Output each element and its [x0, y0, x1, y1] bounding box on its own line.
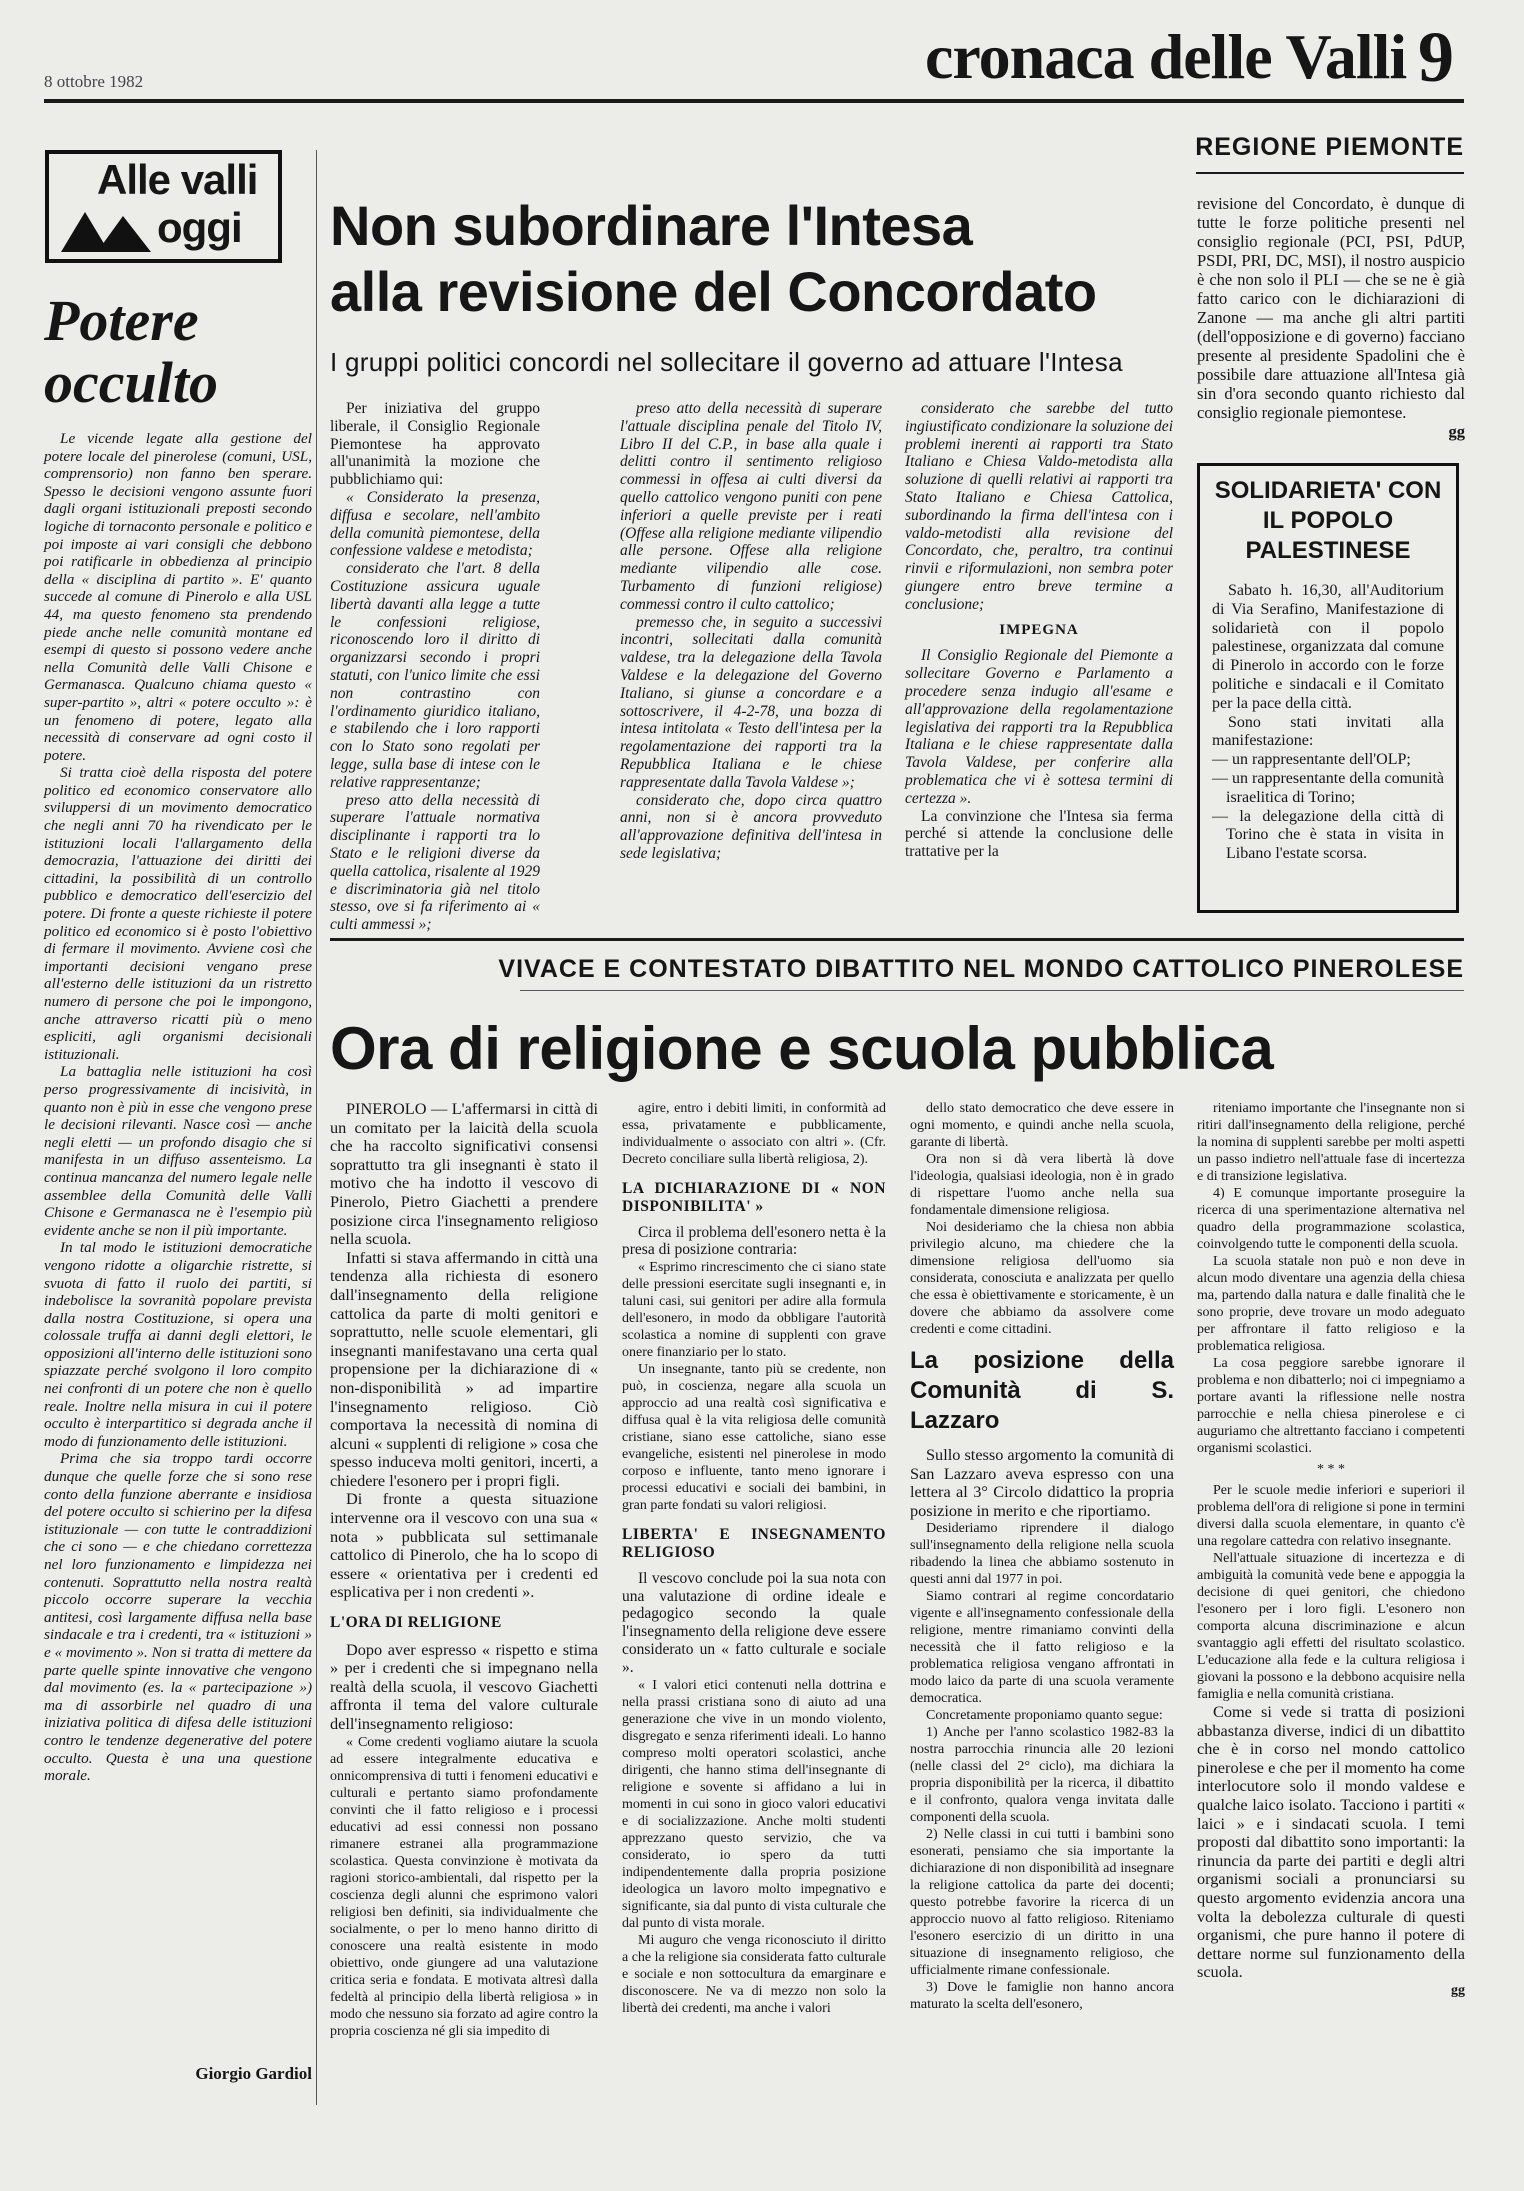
article2-paragraph: Sullo stesso argomento la comunità di San Lazzaro aveva espresso con una lettera al 3° Circolo didattico la propria posizione in merito e che riportiamo. [910, 1445, 1174, 1520]
article2-paragraph: PINEROLO — L'affermarsi in città di un comitato per la laicità della scuola che ha raccolto significativi consensi soprattutto tra gli insegnanti è stato il motivo che ha indotto il vescovo di Pinerolo, Pietro Giachetti a prendere posizione circa l'insegnamento religioso nella scuola. [330, 1099, 598, 1249]
solidarity-title: SOLIDARIETA' CON IL POPOLO PALESTINESE [1214, 477, 1442, 564]
masthead-rule [44, 99, 1464, 103]
article1-deck: I gruppi politici concordi nel sollecitare il governo ad attuare l'Intesa [330, 347, 1123, 377]
left-paragraph: Le vicende legate alla gestione del potere locale del pinerolese (comuni, USL, comprensorio) non fanno ben sperare. Spesso le decisioni vengono assunte fuori dagli organi istituzionali preposti secondo logiche di tornaconto personale e politico e poi imposte ai vari consigli che debbono poi ratificarle in obbedienza al principio della « disciplina di partito ». E' quanto succede al comune di Pinerolo e alla USL 44, ma questo fenomeno sta prendendo piede anche nelle comunità montane ed esempi di questo si possono vedere anche nella Comunità delle Valli Chisone e Germanasca. Qualcuno chiama questo « super-partito », altri « potere occulto »: è un fenomeno di potere, legato alla necessità di conservare ad ogni costo il potere. [44, 430, 312, 764]
solidarity-invited-label: Sono stati invitati alla manifestazione: [1212, 713, 1444, 750]
article2-paragraph: Circa il problema dell'esonero netta è la presa di posizione contraria: [622, 1223, 886, 1259]
article1-headline-line1: Non subordinare l'Intesa [330, 194, 973, 257]
article1-col3 [905, 400, 1173, 920]
invited-item: — un rappresentante dell'OLP; [1212, 751, 1411, 769]
article2-subheading-lazzaro: La posizione della Comunità di S. Lazzaro [910, 1347, 1174, 1434]
article2-paragraph: « Come credenti vogliamo aiutare la scuola ad essere integralmente educativa e onnicomprensiva di tutti i fenomeni educativi e culturali e pertanto siamo profondamente convinti che il fatto religioso e i processi educativi ad essi connessi non possano rimanere estranei alla programmazione scolastica. Questa convinzione è motivata da ragioni storico-ambientali, dal rispetto per la coscienza degli alunni che esprimono valori religiosi ben definiti, sia individualmente che socialmente, o per lo meno hanno diritto di conoscere una realtà esistente in modo obiettivo, onde giungere ad una valutazione critica seria e fondata. E motivata altresì dalla fedeltà al principio della libertà religiosa » in modo che nessuno sia forzato ad agire contro la propria coscienza né gli sia impedito di [330, 1734, 598, 2039]
solidarity-text: Sabato h. 16,30, all'Auditorium di Via Serafino, Manifestazione di solidarietà con il popolo palestinese, organizzata dal comune di Pinerolo in accordo con le forze politiche e sindacali e il Comitato per la pace della città. [1212, 582, 1444, 712]
alle-valli-oggi-badge [45, 150, 282, 263]
impegna-label: IMPEGNA [999, 621, 1079, 638]
article2-paragraph: Dopo aver espresso « rispetto e stima » per i credenti che si impegnano nella realtà della scuola, il vescovo Giachetti affronta il tema del valore culturale dell'insegnamento religioso: [330, 1639, 598, 1733]
article2-signature: gg [1451, 1982, 1465, 1998]
article2-paragraph: 2) Nelle classi in cui tutti i bambini sono esonerati, pensiamo che sia importante la dichiarazione di non disponibilità ad insegnare la religione cattolica da parte dei docenti; questo potrebbe favorire la ricerca di un approccio nuovo al fatto religioso. Riteniamo l'esonero esercizio di un diritto in una situazione di insegnamento religioso, che ufficialmente rimane confessionale. [910, 1827, 1174, 1979]
article2-col4 [1197, 1100, 1465, 2100]
article2-headline: Ora di religione e scuola pubblica [330, 1015, 1274, 1082]
article2-paragraph: 4) E comunque importante proseguire la ricerca di una sperimentazione alternativa nel quadro della programmazione scolastica, coinvolgendo tutte le componenti della scuola. [1197, 1186, 1465, 1252]
article2-col2 [622, 1100, 886, 2100]
article2-subheading: LA DICHIARAZIONE DI « NON DISPONIBILITA' » [622, 1180, 886, 1215]
badge-line1: Alle valli [97, 156, 258, 203]
article1-paragraph: Per iniziativa del gruppo liberale, il Consiglio Regionale Piemontese ha approvato all'unanimità la mozione che pubblichiamo qui: [330, 400, 540, 489]
invited-item: — la delegazione della città di Torino che è stata in visita in Libano l'estate scorsa. [1212, 807, 1445, 863]
invited-item: — un rappresentante della comunità israelitica di Torino; [1212, 769, 1445, 806]
article2-subheading: LIBERTA' E INSEGNAMENTO RELIGIOSO [622, 1526, 886, 1561]
article2-paragraph: Ora non si dà vera libertà là dove l'ideologia, qualsiasi ideologia, non è in grado di rispettare l'uomo anche nella sua fondamentale dimensione religiosa. [910, 1152, 1174, 1218]
asterisks-separator: * * * [1317, 1462, 1345, 1477]
article1-col4 [1197, 194, 1465, 444]
article2-paragraph: Di fronte a questa situazione intervenne ora il vescovo con una sua « nota » pubblicata sul settimanale cattolico di Pinerolo, che ha lo scopo di essere « orientativa per i credenti ed esplicativa per i non credenti ». [330, 1489, 598, 1602]
article2-paragraph: riteniamo importante che l'insegnante non si ritiri dall'insegnamento della religione, perché la nomina di supplenti sarebbe per molti aspetti un passo indietro nell'attuale fase di incertezza e di transizione legislativa. [1197, 1101, 1465, 1184]
article2-paragraph: « Esprimo rincrescimento che ci siano state delle pressioni esercitate sugli insegnanti e, in taluni casi, sui genitori per adire alla formula dell'esonero, in modo da obbligare l'autorità scolastica a nomine di supplenti con grave onere finanziario per lo stato. [622, 1260, 886, 1361]
article1-signature: gg [1448, 422, 1465, 441]
left-paragraph: Prima che sia troppo tardi occorre dunque che quelle forze che si sono rese conto della funzione aberrante e insidiosa del potere occulto si schierino per la difesa istituzionale — con tutte le contraddizioni che ci sono — e che chiedano correttezza nel loro funzionamento e limpidezza nei contenuti. Soprattutto nella nostra realtà piccolo occorre superare la vecchia antitesi, così largamente diffusa nella base sindacale e tra i credenti, tra « istituzioni » e « movimento ». Non si tratta di mettere da parte quelle spinte innovative che vengono dal movimento (es. la « partecipazione ») ma di assorbirle nel quadro di una iniziativa politica di difesa delle istituzioni contro le tendenze degenerative del potere occulto. Questa è una una questione morale. [44, 1450, 312, 1785]
solidarity-body [1212, 582, 1444, 864]
article2-paragraph: Noi desideriamo che la chiesa non abbia privilegio alcuno, ma chiedere che la dimensione religiosa dell'uomo sia considerata, conosciuta e analizzata per quello che essa è obiettivamente e storicamente, è un dovere che abbiamo da assolvere come credenti e come cittadini. [910, 1220, 1174, 1337]
article1-paragraph: considerato che l'art. 8 della Costituzione assicura uguale libertà davanti alla legge a tutte le confessioni religiose, riconoscendo loro il diritto di organizzarsi secondo i propri statuti, con l'unico limite che essi non contrastino con l'ordinamento giuridico italiano, e stabilendo che i loro rapporti con lo Stato sono regolati per legge, sulla base di intese con le relative rappresentanze; [330, 560, 540, 791]
article2-paragraph: La scuola statale non può e non deve in alcun modo diventare una agenzia della chiesa ma, partendo dalla natura e dalle finalità che le sono proprie, deve trovare un modo adeguato per affrontare il fatto religioso e la problematica religiosa. [1197, 1254, 1465, 1354]
article2-paragraph: Infatti si stava affermando in città una tendenza alla richiesta di esonero dall'insegnamento della religione cattolica da parte di molti genitori e soprattutto, nelle scuole elementari, gli insegnanti manifestavano una certa qual propensione per la dichiarazione di « non-disponibilità » ad impartire l'insegnamento religioso. Ciò comportava la necessità di nomina di alcuni « supplenti di religione » cosa che spesso induceva molti genitori, incerti, a chiedere l'esonero per i propri figli. [330, 1247, 598, 1490]
article1-paragraph: premesso che, in seguito a successivi incontri, sollecitati dalla comunità valdese, tra la delegazione della Tavola Valdese e la delegazione del Governo Italiano, si giunse a concordare e a sottoscrivere, il 4-2-78, una bozza di intesa intitolata « Testo dell'intesa per la regolamentazione dei rapporti tra la Repubblica Italiana e le chiese rappresentate dalla Tavola Valdese »; [620, 613, 882, 791]
article2-paragraph: Siamo contrari al regime concordatario vigente e all'insegnamento confessionale della religione, mentre rimaniamo convinti della necessità che il fatto religioso e la problematica religiosa vengano affrontati in modo laico da parte di una scuola veramente democratica. [910, 1589, 1174, 1707]
article1-paragraph: « Considerato la presenza, diffusa e secolare, nell'ambito della comunità piemontese, della confessione valdese e metodista; [330, 488, 540, 560]
article2-paragraph: dello stato democratico che deve essere in ogni momento, e quindi anche nella scuola, garante di libertà. [910, 1101, 1174, 1150]
article1-headline [330, 193, 1097, 325]
article1-paragraph: La convinzione che l'Intesa sia ferma perché si attende la conclusione delle trattative per la [905, 807, 1173, 861]
article2-subheading: L'ORA DI RELIGIONE [330, 1614, 502, 1632]
left-paragraph: La battaglia nelle istituzioni ha così perso progressivamente di incisività, in quanto non è più in esse che vengono prese le decisioni rilevanti. Nasce così — anche negli eletti — un profondo disagio che si manifesta in un diffuso assenteismo. La continua mancanza del numero legale nelle assemblee della Comunità delle Valli Chisone e Germanasca ne è l'esempio più evidente anche se non il più importante. [44, 1063, 312, 1239]
solidarity-box [1197, 463, 1459, 913]
article2-section-rule [520, 990, 1464, 991]
article1-col4-text: revisione del Concordato, è dunque di tutte le forze politiche presenti nel consiglio regionale (PCI, PSI, PdUP, PSDI, PRI, DC, MSI), il nostro auspicio è che non solo il PLI — che se ne è già fatto carico con le dichiarazioni di Zanone — ma anche gli altri partiti (dell'opposizione e di governo) facciano presente al presidente Spadolini che è possibile dare attuazione all'Intesa già sin d'ora secondo quanto richiesto dal consiglio regionale piemontese. [1197, 194, 1465, 422]
issue-date: 8 ottobre 1982 [44, 72, 144, 91]
article2-paragraph: Un insegnante, tanto più se credente, non può, in coscienza, negare alla scuola un approccio ad una realtà così significativa e diffusa qual è la vita religiosa delle comunità cristiane, siano esse cattoliche, siano esse evangeliche, esistenti nel pinerolese in modo corposo e influente, tanto meno ignorare i processi educativi e sociali dei bambini, in gran parte fondati su valori religiosi. [622, 1362, 886, 1514]
article2-paragraph: Il vescovo conclude poi la sua nota con una valutazione di ordine ideale e pedagogico secondo la quale l'insegnamento della religione deve essere considerato un « fatto culturale e sociale ». [622, 1569, 886, 1676]
article2-paragraph: La cosa peggiore sarebbe ignorare il problema e non dibatterlo; noi ci impegniamo a portare avanti la riflessione nelle nostra parrocchie e nella chiesa pinerolese e ci auguriamo che altrettanto facciano i competenti organismi scolastici. [1197, 1356, 1465, 1456]
article1-bottom-rule [330, 938, 1464, 941]
article2-section-title: VIVACE E CONTESTATO DIBATTITO NEL MONDO CATTOLICO PINEROLESE [498, 955, 1464, 983]
newspaper-title: cronaca delle Valli [925, 21, 1407, 92]
article1-col2 [620, 400, 882, 920]
article2-paragraph: « I valori etici contenuti nella dottrina e nella prassi cristiana sono di aiuto ad una generazione che vive in un mondo violento, disgregato e senza riferimenti ideali. Lo hanno compreso molti operatori scolastici, anche dirigenti, che hanno stima dell'insegnante di religione e sovente si affidano a lui in momenti in cui sono in gioco valori educativi e di socializzazione. Anche molti studenti apprezzano questo servizio, che va considerato, io spero da tutti indipendentemente dalla propria posizione ideologica un lavoro molto impegnativo e significante, sia dal punto di vista culturale che dal punto di vista morale. [622, 1677, 886, 1931]
page-number: 9 [1418, 17, 1454, 97]
article2-paragraph: 3) Dove le famiglie non hanno ancora maturato la scelta dell'esonero, [910, 1980, 1174, 2013]
left-column-divider [316, 150, 317, 2105]
article1-headline-line2: alla revisione del Concordato [330, 260, 1097, 323]
article1-paragraph: preso atto della necessità di superare l'attuale disciplina penale del Titolo IV, Libro II del C.P., in base alla quale i delitti contro il sentimento religioso commessi in offesa ai culti diversi da quello cattolico vengono puniti con pene inferiori a quelle previste per i reati (Offese alla religione mediante vilipendio alle persone. Offese alla religione mediante vilipendio alle cose. Turbamento di funzioni religiose) commessi contro il culto cattolico; [620, 400, 882, 613]
article2-col3 [910, 1100, 1174, 2100]
article1-paragraph: preso atto della necessità di superare l'attuale normativa disciplinante i rapporti tra lo Stato e le religioni diverse da quella cattolica, risalente al 1929 e discriminatoria già nel titolo stesso, ove si fa riferimento ai « culti ammessi »; [330, 791, 540, 934]
article2-paragraph: Desideriamo riprendere il dialogo sull'insegnamento della religione nella scuola ribadendo la linea che abbiamo sostenuto in questi anni dal 1977 in poi. [910, 1521, 1174, 1588]
article2-paragraph: Nell'attuale situazione di incertezza e di ambiguità la comunità vede bene e appoggia la decisione di quei genitori, che chiedono l'esonero per i loro figli. L'esonero non comporta alcuna discriminazione e alcun svantaggio agli effetti del risultato scolastico. L'educazione alla fede e la cultura religiosa i giovani la possono e la debbono acquisire nella famiglia e nella comunità cristiana. [1197, 1551, 1465, 1702]
article2-paragraph: Per le scuole medie inferiori e superiori il problema dell'ora di religione si pone in termini diversi dalla scuola elementare, in quanto c'è una regolare cattedra con relativo insegnante. [1197, 1483, 1465, 1549]
article1-paragraph: Il Consiglio Regionale del Piemonte a sollecitare Governo e Parlamento a procedere senza indugio all'esame e all'approvazione della regolamentazione legislativa dei rapporti tra la Repubblica Italiana e le chiese rappresentate dalla Tavola Valdese, per conferire alla problematica che vi è sottesa termini di certezza ». [905, 647, 1173, 807]
left-signature: Giorgio Gardiol [195, 2064, 312, 2083]
article1-paragraph: considerato che sarebbe del tutto ingiustificato condizionare la soluzione dei problemi inerenti ai rapporti tra Stato Italiano e Chiesa Valdo-metodista alla soluzione di quelli relativi ai rapporti tra Stato Italiano e Chiesa Cattolica, subordinando la firma dell'intesa con i valdo-metodisti alla revisione del Concordato, che, peraltro, tra continui rinvii e riformulazioni, non sembra poter giungere entro breve termine a conclusione; [905, 400, 1173, 613]
region-label: REGIONE PIEMONTE [1195, 133, 1464, 161]
article2-paragraph: 1) Anche per l'anno scolastico 1982-83 la nostra parrocchia rinuncia alle 20 lezioni (nelle classi del 2° ciclo), ma dichiara la propria disponibilità per la ricerca, il dibattito e il confronto, qualora venga invitata dalle componenti della scuola. [910, 1725, 1174, 1826]
article2-paragraph: Concretamente proponiamo quanto segue: [926, 1708, 1163, 1724]
article2-paragraph: Mi auguro che venga riconosciuto il diritto a che la religione sia considerata fatto culturale e sociale e non sottocultura da emarginare e disconoscere. Ne va di mezzo non solo la libertà dei credenti, ma anche i valori [622, 1932, 886, 2016]
left-column-body [44, 430, 312, 2070]
solidarity-invited-list [1212, 751, 1444, 864]
left-column-headline: Potere occulto [44, 288, 218, 415]
article1-paragraph: considerato che, dopo circa quattro anni, non si è ancora provveduto all'approvazione definitiva dell'intesa in sede legislativa; [620, 791, 882, 862]
region-rule [1196, 172, 1464, 174]
article2-paragraph: agire, entro i debiti limiti, in conformità ad essa, privatamente e pubblicamente, individualmente o associato con altri ». (Cfr. Decreto conciliare sulla libertà religiosa, 2). [622, 1101, 886, 1167]
badge-line2: oggi [157, 204, 242, 251]
article2-col1 [330, 1100, 598, 2100]
left-paragraph: Si tratta cioè della risposta del potere politico ed economico conservatore allo sviluppersi di un movimento democratico che negli anni 70 ha rivendicato per le istituzioni locali l'allargamento della democrazia, l'attuazione dei diritti dei cittadini, la possibilità di un controllo pubblico e democratico dell'esercizio del potere. Di fronte a queste richieste il potere politico ed economico si è posto l'obiettivo di fermare il movimento. Avviene così che importanti decisioni vengano prese all'esterno delle istituzioni da un ristretto numero di persone che poi le impongono, anche attraverso ricatti più o meno espliciti, agli organismi decisionali istituzionali. [44, 764, 312, 1063]
article1-col1 [330, 400, 540, 934]
mountains-icon [61, 212, 151, 252]
article2-paragraph: Come si vede si tratta di posizioni abbastanza diverse, indici di un dibattito che è in corso nel mondo cattolico pinerolese e che per il momento ha come interlocutore solo il mondo valdese e qualche laico isolato. Tacciono i partiti « laici » e i sindacati scuola. I temi proposti dal dibattito sono importanti: la rinuncia da parte dei partiti e degli altri organismi sociali a pronunciarsi su questo argomento evidenzia ancora una volta la debolezza culturale di questi organismi, che pure hanno il potere di dettare norme sul funzionamento della scuola. [1197, 1702, 1465, 1982]
left-paragraph: In tal modo le istituzioni democratiche vengono ridotte a oligarchie ristrette, si svuota di fatto il ruolo dei partiti, si indebolisce la sovranità popolare prevista dalla nostra Costituzione, si opera una colossale truffa ai danni degli elettori, le opposizioni all'interno delle istituzioni sono spiazzate perché svolgono il loro compito nei confronti di un potere che non è quello reale. Inoltre nella misura in cui il potere occulto è interpartitico si degrada anche il modo di funzionamento delle istituzioni. [44, 1239, 312, 1450]
